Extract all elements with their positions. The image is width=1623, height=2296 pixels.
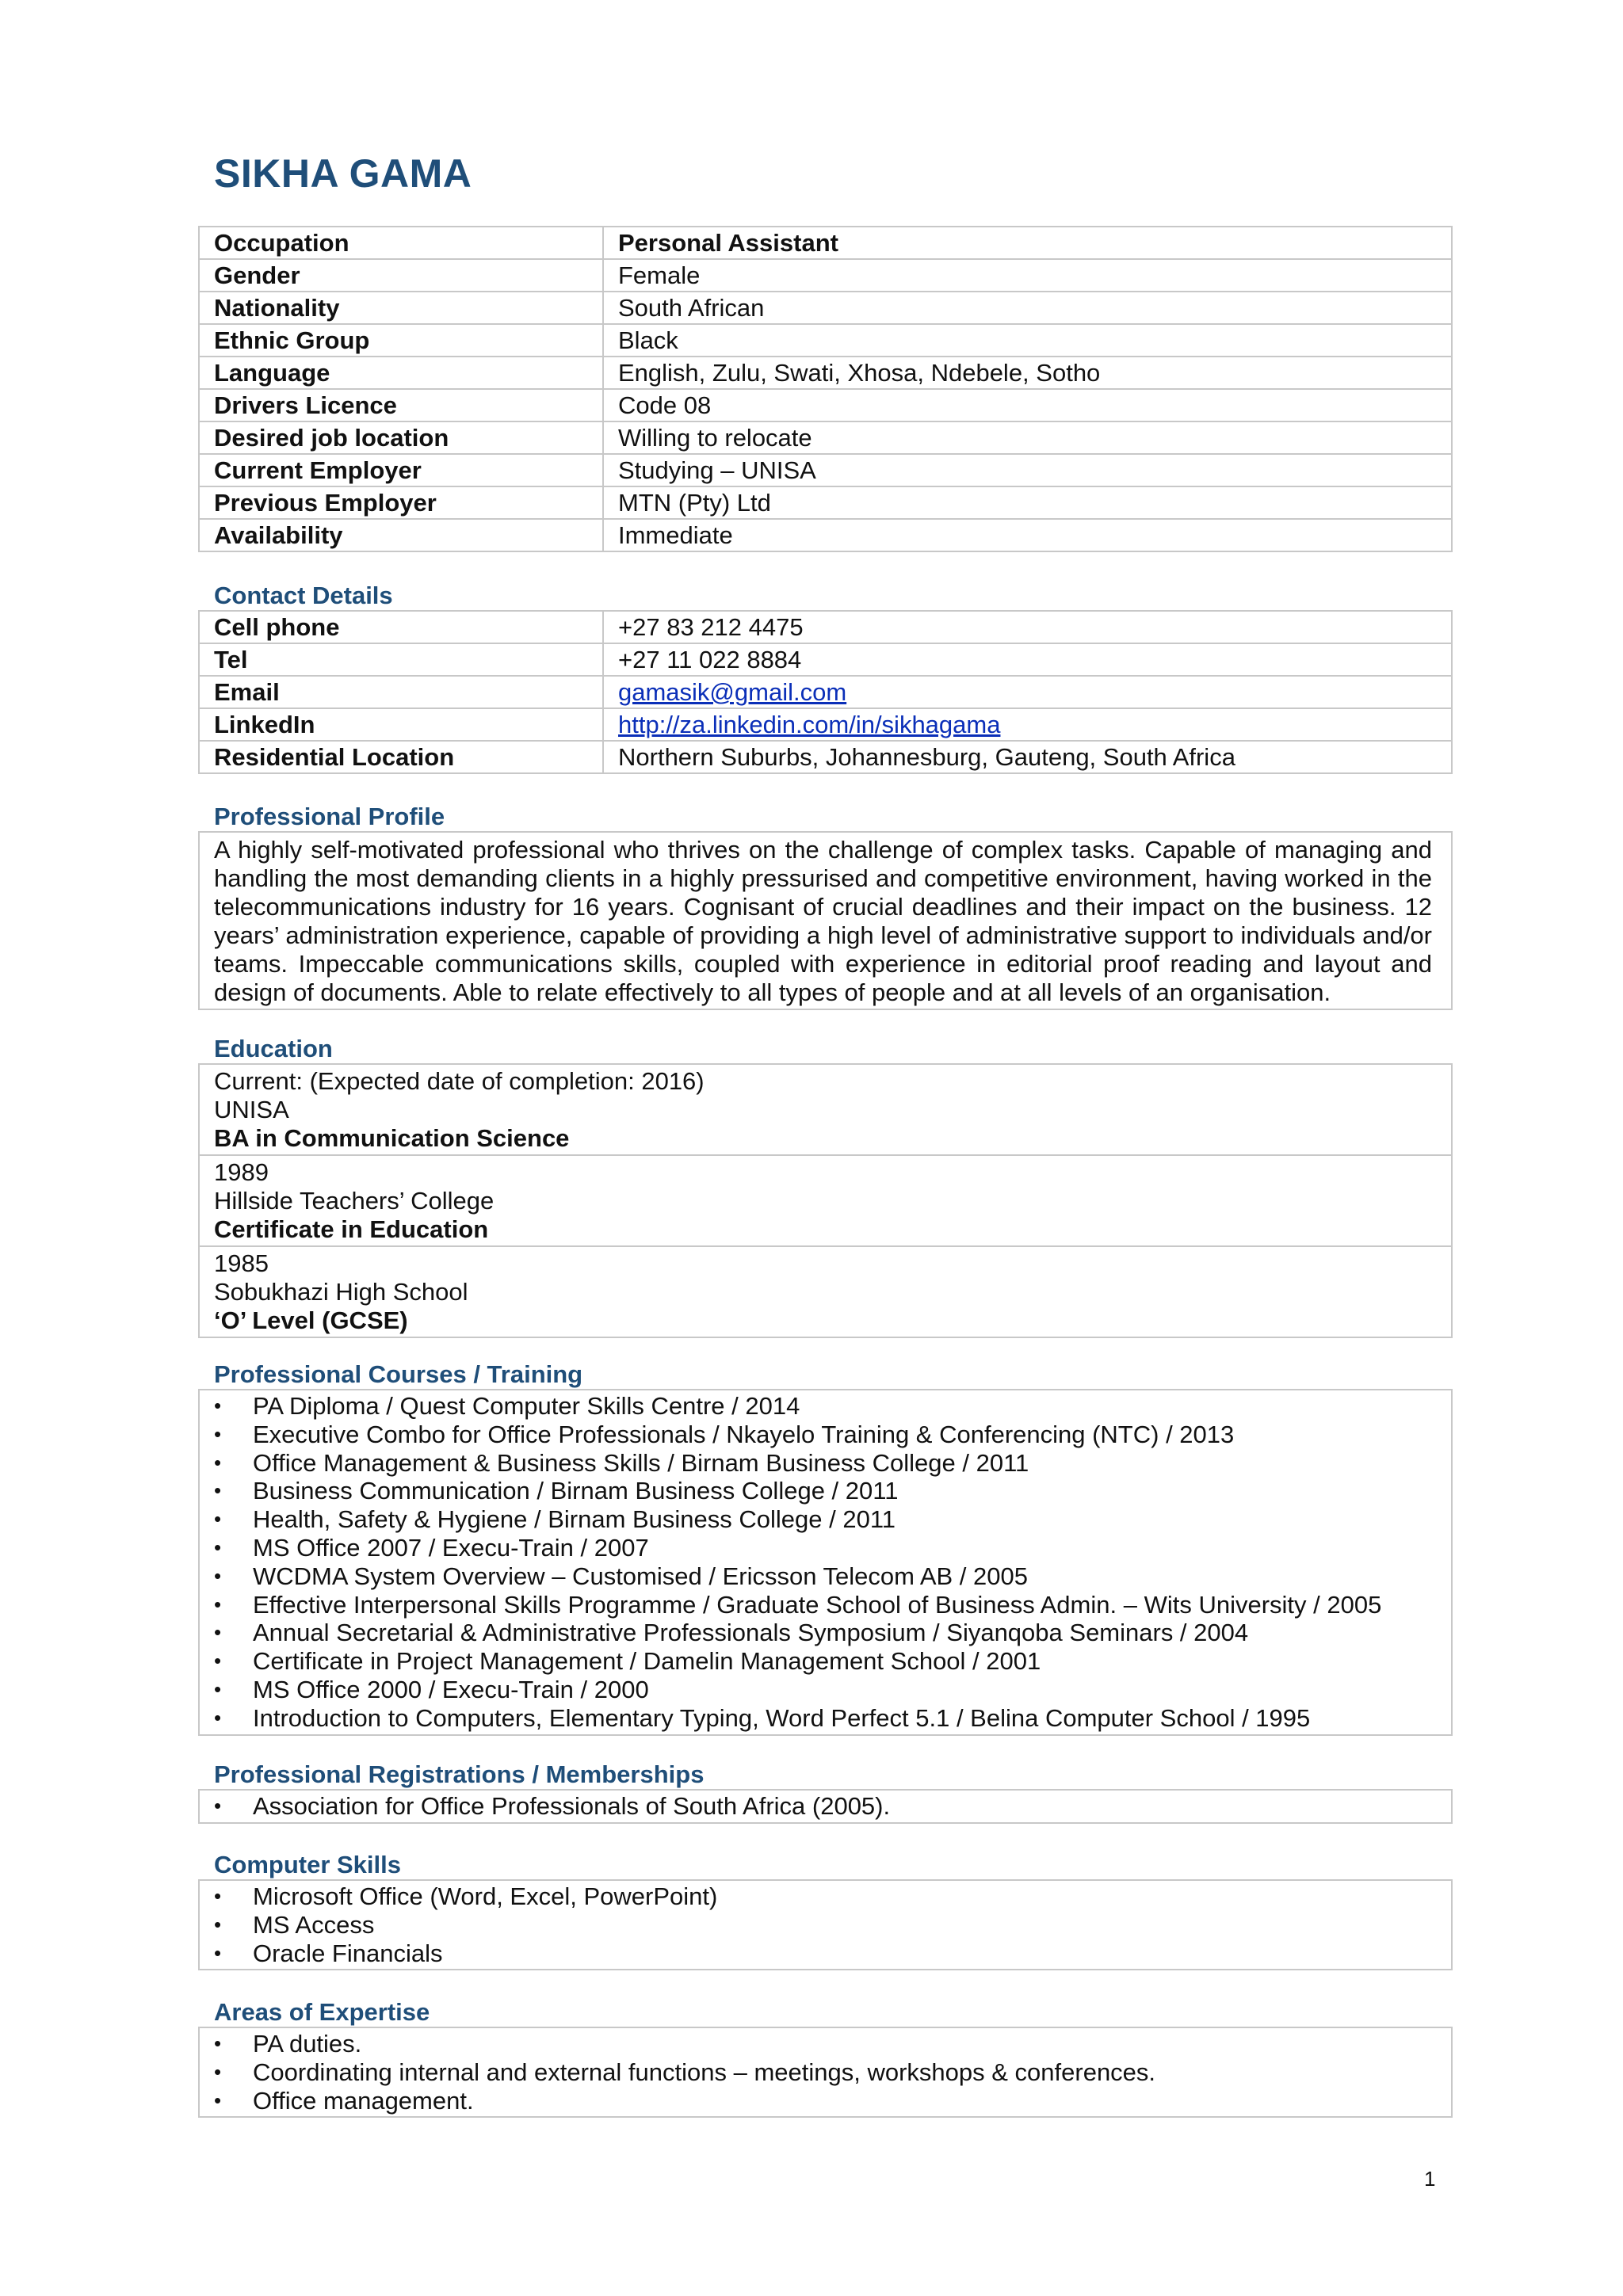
education-entry — [200, 1156, 1451, 1247]
table-row — [199, 643, 1452, 676]
expertise-box — [198, 2027, 1453, 2118]
education-school: Sobukhazi High School — [214, 1278, 468, 1306]
contact-body — [199, 611, 1452, 773]
row-value — [603, 708, 1452, 741]
row-label: Availability — [199, 519, 603, 551]
computer-skills-box — [198, 1879, 1453, 1970]
contact-table — [198, 610, 1453, 774]
row-value: Willing to relocate — [603, 421, 1452, 454]
courses-list — [200, 1390, 1451, 1734]
table-row — [199, 708, 1452, 741]
list-item: • Office Management & Business Skills / Birnam Business College / 2011 — [200, 1449, 1451, 1478]
personal-details-table — [198, 226, 1453, 552]
table-row — [199, 454, 1452, 486]
table-row — [199, 486, 1452, 519]
row-link[interactable]: http://za.linkedin.com/in/sikhagama — [618, 711, 1001, 738]
row-label: Gender — [199, 259, 603, 292]
row-label: Nationality — [199, 292, 603, 324]
row-value: +27 83 212 4475 — [603, 611, 1452, 643]
row-link[interactable]: gamasik@gmail.com — [618, 678, 847, 706]
row-value: English, Zulu, Swati, Xhosa, Ndebele, Sotho — [603, 357, 1452, 389]
education-heading: Education — [214, 1035, 333, 1062]
list-item: • PA duties. — [200, 2030, 1451, 2058]
table-row — [199, 227, 1452, 259]
profile-heading: Professional Profile — [214, 803, 445, 830]
row-label: Drivers Licence — [199, 389, 603, 421]
row-value: Immediate — [603, 519, 1452, 551]
row-value: Black — [603, 324, 1452, 357]
profile-text: A highly self-motivated professional who thrives on the challenge of complex tasks. Capable of managing and handling the most demanding clients in a highly pressurised and competitive environment, having worked in the telecommunications industry for 16 years. Cognisant of crucial deadlines and their impact on the business. 12 years’ administration experience, capable of providing a high level of administrative support to individuals and/or teams. Impeccable communications skills, coupled with experience in editorial proof reading and layout and design of documents. Able to relate effectively to all types of people and at all levels of an organisation. — [198, 831, 1453, 1010]
table-row — [199, 324, 1452, 357]
list-item: • PA Diploma / Quest Computer Skills Centre / 2014 — [200, 1392, 1451, 1421]
row-label: Residential Location — [199, 741, 603, 773]
row-value: +27 11 022 8884 — [603, 643, 1452, 676]
table-row — [199, 259, 1452, 292]
candidate-name: SIKHA GAMA — [214, 151, 472, 196]
row-label: Language — [199, 357, 603, 389]
table-row — [199, 611, 1452, 643]
list-item: • Annual Secretarial & Administrative Professionals Symposium / Siyanqoba Seminars / 2004 — [200, 1619, 1451, 1647]
education-date: Current: (Expected date of completion: 2016) — [214, 1067, 705, 1095]
row-value: Personal Assistant — [603, 227, 1452, 259]
courses-box — [198, 1389, 1453, 1736]
row-label: Current Employer — [199, 454, 603, 486]
expertise-heading: Areas of Expertise — [214, 1998, 430, 2026]
education-box — [198, 1063, 1453, 1338]
row-label: Desired job location — [199, 421, 603, 454]
list-item: • Oracle Financials — [200, 1939, 1451, 1968]
education-qualification: BA in Communication Science — [214, 1124, 570, 1152]
list-item: • Executive Combo for Office Professionals / Nkayelo Training & Conferencing (NTC) / 2013 — [200, 1421, 1451, 1449]
table-row — [199, 357, 1452, 389]
row-value: Code 08 — [603, 389, 1452, 421]
row-value: Female — [603, 259, 1452, 292]
row-value: South African — [603, 292, 1452, 324]
table-row — [199, 389, 1452, 421]
registrations-heading: Professional Registrations / Memberships — [214, 1760, 705, 1788]
list-item: • Introduction to Computers, Elementary Typing, Word Perfect 5.1 / Belina Computer School / 1995 — [200, 1704, 1451, 1733]
list-item: • Office management. — [200, 2087, 1451, 2115]
list-item: • MS Office 2000 / Execu-Train / 2000 — [200, 1676, 1451, 1704]
list-item: • WCDMA System Overview – Customised / Ericsson Telecom AB / 2005 — [200, 1562, 1451, 1591]
row-label: Tel — [199, 643, 603, 676]
registrations-box — [198, 1789, 1453, 1824]
row-value: Studying – UNISA — [603, 454, 1452, 486]
list-item: • Microsoft Office (Word, Excel, PowerPoint) — [200, 1882, 1451, 1911]
education-school: UNISA — [214, 1096, 289, 1123]
registrations-list — [200, 1791, 1451, 1822]
row-label: Previous Employer — [199, 486, 603, 519]
table-row — [199, 519, 1452, 551]
row-label: LinkedIn — [199, 708, 603, 741]
education-school: Hillside Teachers’ College — [214, 1187, 495, 1215]
list-item: • Effective Interpersonal Skills Programme / Graduate School of Business Admin. – Wits University / 2005 — [200, 1591, 1451, 1619]
page-number: 1 — [1424, 2167, 1436, 2191]
row-value: MTN (Pty) Ltd — [603, 486, 1452, 519]
row-value: Northern Suburbs, Johannesburg, Gauteng, South Africa — [603, 741, 1452, 773]
list-item: • Business Communication / Birnam Business College / 2011 — [200, 1477, 1451, 1505]
row-label: Email — [199, 676, 603, 708]
list-item: • Association for Office Professionals of South Africa (2005). — [200, 1792, 1451, 1821]
personal-details-body — [199, 227, 1452, 551]
courses-heading: Professional Courses / Training — [214, 1360, 583, 1388]
table-row — [199, 676, 1452, 708]
expertise-list — [200, 2028, 1451, 2116]
education-qualification: Certificate in Education — [214, 1215, 489, 1243]
row-label: Occupation — [199, 227, 603, 259]
table-row — [199, 741, 1452, 773]
row-label: Cell phone — [199, 611, 603, 643]
education-qualification: ‘O’ Level (GCSE) — [214, 1306, 408, 1334]
list-item: • Certificate in Project Management / Damelin Management School / 2001 — [200, 1647, 1451, 1676]
education-entry — [200, 1247, 1451, 1337]
computer-skills-heading: Computer Skills — [214, 1851, 401, 1878]
row-value — [603, 676, 1452, 708]
education-entry — [200, 1065, 1451, 1156]
list-item: • Coordinating internal and external functions – meetings, workshops & conferences. — [200, 2058, 1451, 2087]
education-date: 1989 — [214, 1158, 269, 1186]
education-date: 1985 — [214, 1249, 269, 1277]
computer-skills-list — [200, 1881, 1451, 1969]
list-item: • MS Office 2007 / Execu-Train / 2007 — [200, 1534, 1451, 1562]
list-item: • MS Access — [200, 1911, 1451, 1939]
contact-heading: Contact Details — [214, 582, 393, 609]
list-item: • Health, Safety & Hygiene / Birnam Business College / 2011 — [200, 1505, 1451, 1534]
table-row — [199, 421, 1452, 454]
table-row — [199, 292, 1452, 324]
row-label: Ethnic Group — [199, 324, 603, 357]
